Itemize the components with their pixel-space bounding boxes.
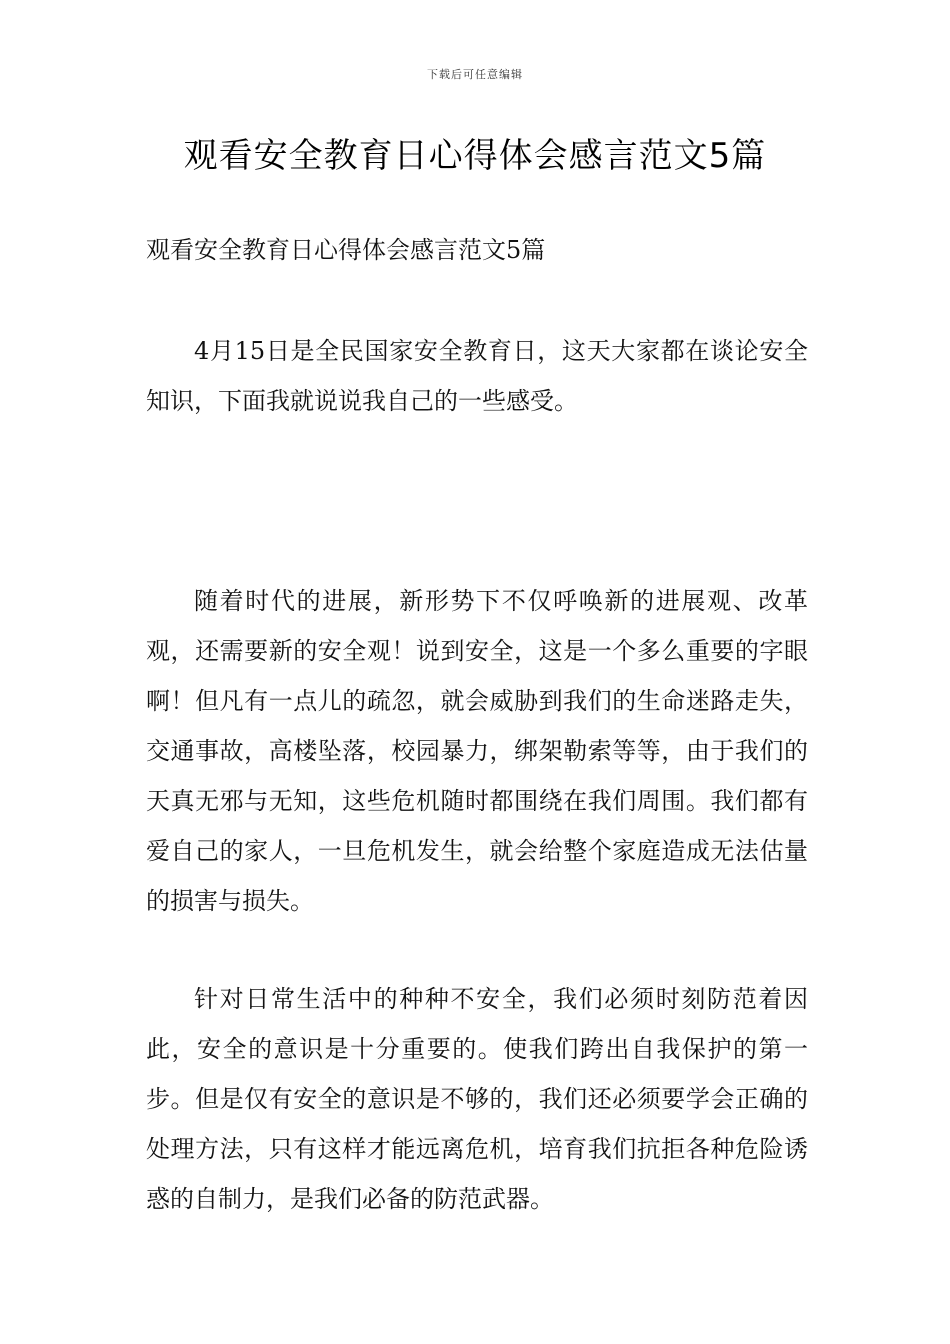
document-title: 观看安全教育日心得体会感言范文5篇 (183, 136, 767, 176)
header-note: 下载后可任意编辑 (427, 68, 523, 81)
paragraph-2: 随着时代的进展，新形势下不仅呼唤新的进展观、改革观，还需要新的安全观！说到安全，这是一个多么重要的字眼啊！但凡有一点儿的疏忽，就会威胁到我们的生命迷路走失，交通事故，高楼坠落，校园暴力，绑架勒索等等，由于我们的天真无邪与无知，这些危机随时都围绕在我们周围。我们都有爱自己的家人，一旦危机发生，就会给整个家庭造成无法估量的损害与损失。 (146, 587, 808, 915)
paragraph-3: 针对日常生活中的种种不安全，我们必须时刻防范着因此，安全的意识是十分重要的。使我们跨出自我保护的第一步。但是仅有安全的意识是不够的，我们还必须要学会正确的处理方法，只有这样才能远离危机，培育我们抗拒各种危险诱惑的自制力，是我们必备的防范武器。 (146, 985, 808, 1213)
paragraph-1: 4月15日是全民国家安全教育日，这天大家都在谈论安全知识，下面我就说说我自己的一些感受。 (146, 337, 808, 415)
document-subtitle: 观看安全教育日心得体会感言范文5篇 (146, 236, 546, 264)
